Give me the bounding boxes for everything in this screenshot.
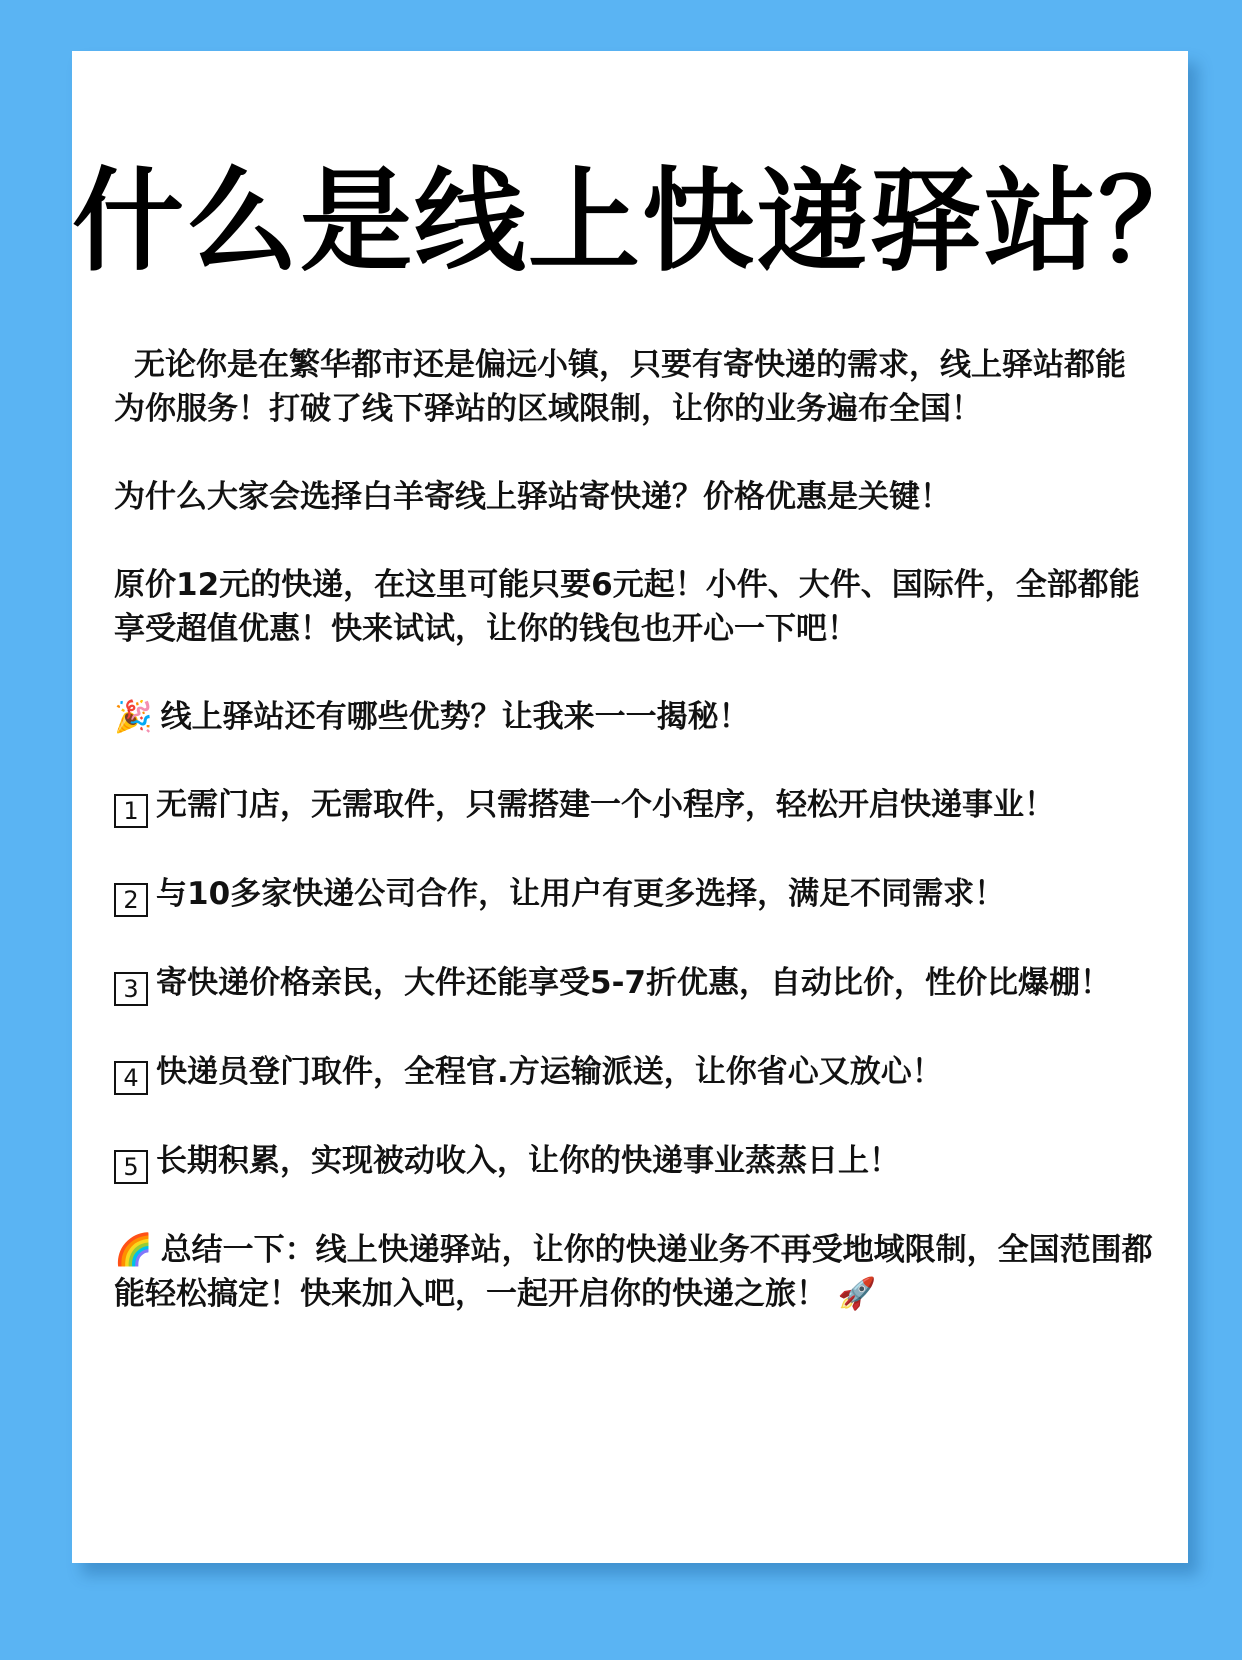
- list-item-text: 寄快递价格亲民，大件还能享受5-7折优惠，自动比价，性价比爆棚！: [156, 965, 1112, 1001]
- number-five-icon: 5: [114, 1150, 148, 1184]
- advantages-heading: [114, 695, 1154, 739]
- content-card: [72, 51, 1212, 1563]
- rocket-icon: 🚀: [837, 1276, 877, 1312]
- why-paragraph: 为什么大家会选择白羊寄线上驿站寄快递？价格优惠是关键！: [114, 479, 951, 515]
- page-title: 什么是线上快递驿站？: [72, 157, 1212, 287]
- list-item: [114, 961, 1154, 1006]
- party-popper-icon: 🎉: [114, 699, 153, 735]
- number-two-icon: 2: [114, 883, 148, 917]
- price-paragraph: 原价12元的快递，在这里可能只要6元起！小件、大件、国际件，全部都能享受超值优惠！快来试试，让你的钱包也开心一下吧！: [114, 567, 1140, 647]
- article-body: [114, 343, 1154, 1316]
- list-item: [114, 1050, 1154, 1095]
- number-four-icon: 4: [114, 1061, 148, 1095]
- list-item: [114, 783, 1154, 828]
- list-item-text: 与10多家快递公司合作，让用户有更多选择，满足不同需求！: [156, 876, 1006, 912]
- list-item: [114, 872, 1154, 917]
- summary-paragraph: [114, 1228, 1154, 1316]
- list-item-text: 无需门店，无需取件，只需搭建一个小程序，轻松开启快递事业！: [156, 787, 1055, 823]
- list-item-text: 快递员登门取件，全程官.方运输派送，让你省心又放心！: [156, 1054, 943, 1090]
- list-item-text: 长期积累，实现被动收入，让你的快递事业蒸蒸日上！: [156, 1143, 900, 1179]
- list-item: [114, 1139, 1154, 1184]
- number-one-icon: 1: [114, 794, 148, 828]
- advantages-heading-text: 线上驿站还有哪些优势？让我来一一揭秘！: [160, 699, 750, 735]
- rainbow-icon: 🌈: [114, 1232, 153, 1268]
- summary-text: 总结一下：线上快递驿站，让你的快递业务不再受地域限制，全国范围都能轻松搞定！快来加入吧，一起开启你的快递之旅！: [114, 1232, 1153, 1312]
- intro-paragraph: 无论你是在繁华都市还是偏远小镇，只要有寄快递的需求，线上驿站都能为你服务！打破了线下驿站的区域限制，让你的业务遍布全国！: [114, 347, 1126, 427]
- number-three-icon: 3: [114, 972, 148, 1006]
